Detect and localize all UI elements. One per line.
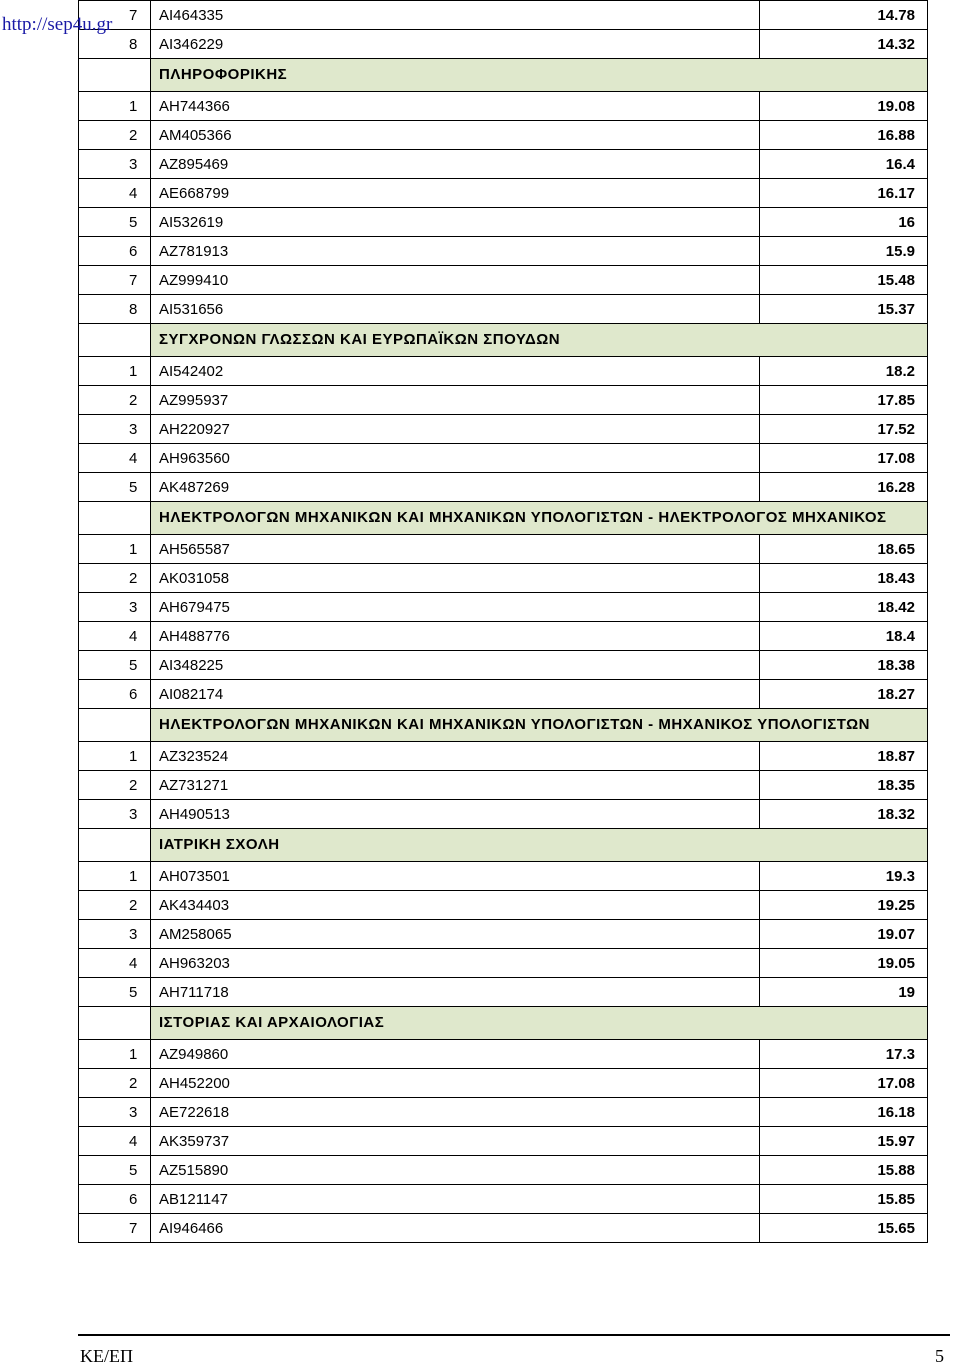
grade-value: 16: [760, 208, 928, 237]
table-row: [79, 535, 928, 564]
grade-value: 18.2: [760, 357, 928, 386]
section-title: ΙΑΤΡΙΚΗ ΣΧΟΛΗ: [151, 829, 928, 862]
grade-value: 18.4: [760, 622, 928, 651]
row-number: 1: [79, 92, 151, 121]
row-number: 7: [79, 1, 151, 30]
candidate-code: ΑΙ464335: [151, 1, 760, 30]
row-number: 3: [79, 593, 151, 622]
grade-value: 19.25: [760, 891, 928, 920]
table-row: [79, 295, 928, 324]
candidate-code: ΑΗ963560: [151, 444, 760, 473]
grade-value: 16.18: [760, 1098, 928, 1127]
candidate-code: ΑΗ452200: [151, 1069, 760, 1098]
row-number: 5: [79, 208, 151, 237]
candidate-code: ΑΜ258065: [151, 920, 760, 949]
section-header-spacer: [79, 502, 151, 535]
row-number: 8: [79, 295, 151, 324]
row-number: 3: [79, 415, 151, 444]
row-number: 6: [79, 680, 151, 709]
row-number: 4: [79, 622, 151, 651]
table-row: [79, 564, 928, 593]
footer-left-text: ΚΕ/ΕΠ: [80, 1346, 133, 1366]
grade-value: 17.3: [760, 1040, 928, 1069]
section-header-spacer: [79, 829, 151, 862]
table-row: [79, 742, 928, 771]
candidate-code: ΑΒ121147: [151, 1185, 760, 1214]
candidate-code: ΑΙ542402: [151, 357, 760, 386]
footer-divider: [78, 1334, 950, 1336]
grade-value: 15.9: [760, 237, 928, 266]
grade-value: 18.27: [760, 680, 928, 709]
row-number: 2: [79, 386, 151, 415]
table-row: [79, 1127, 928, 1156]
grade-value: 18.35: [760, 771, 928, 800]
row-number: 5: [79, 473, 151, 502]
grade-value: 15.48: [760, 266, 928, 295]
section-title: ΗΛΕΚΤΡΟΛΟΓΩΝ ΜΗΧΑΝΙΚΩΝ ΚΑΙ ΜΗΧΑΝΙΚΩΝ ΥΠΟΛΟΓΙΣΤΩΝ - ΗΛΕΚΤΡΟΛΟΓΟΣ ΜΗΧΑΝΙΚΟΣ: [151, 502, 928, 535]
table-row: [79, 444, 928, 473]
table-row: [79, 771, 928, 800]
candidate-code: ΑΗ073501: [151, 862, 760, 891]
table-row: [79, 862, 928, 891]
row-number: 2: [79, 121, 151, 150]
table-row: [79, 1156, 928, 1185]
candidate-code: ΑΜ405366: [151, 121, 760, 150]
grade-value: 18.38: [760, 651, 928, 680]
candidate-code: ΑΗ744366: [151, 92, 760, 121]
candidate-code: ΑΗ679475: [151, 593, 760, 622]
row-number: 2: [79, 564, 151, 593]
candidate-code: ΑΚ487269: [151, 473, 760, 502]
grade-value: 15.88: [760, 1156, 928, 1185]
results-table: [78, 0, 928, 1243]
row-number: 5: [79, 651, 151, 680]
grade-value: 16.88: [760, 121, 928, 150]
candidate-code: ΑΙ346229: [151, 30, 760, 59]
grade-value: 15.97: [760, 1127, 928, 1156]
grade-value: 15.37: [760, 295, 928, 324]
row-number: 3: [79, 800, 151, 829]
table-row: [79, 386, 928, 415]
candidate-code: ΑΙ082174: [151, 680, 760, 709]
section-header: [79, 709, 928, 742]
candidate-code: ΑΖ781913: [151, 237, 760, 266]
candidate-code: ΑΕ722618: [151, 1098, 760, 1127]
candidate-code: ΑΗ711718: [151, 978, 760, 1007]
candidate-code: ΑΖ995937: [151, 386, 760, 415]
table-row: [79, 680, 928, 709]
row-number: 1: [79, 742, 151, 771]
table-row: [79, 920, 928, 949]
candidate-code: ΑΖ731271: [151, 771, 760, 800]
grade-value: 18.42: [760, 593, 928, 622]
row-number: 5: [79, 978, 151, 1007]
section-title: ΗΛΕΚΤΡΟΛΟΓΩΝ ΜΗΧΑΝΙΚΩΝ ΚΑΙ ΜΗΧΑΝΙΚΩΝ ΥΠΟΛΟΓΙΣΤΩΝ - ΜΗΧΑΝΙΚΟΣ ΥΠΟΛΟΓΙΣΤΩΝ: [151, 709, 928, 742]
grade-value: 18.87: [760, 742, 928, 771]
section-header-spacer: [79, 1007, 151, 1040]
table-row: [79, 1040, 928, 1069]
table-row: [79, 891, 928, 920]
grade-value: 15.85: [760, 1185, 928, 1214]
row-number: 1: [79, 357, 151, 386]
row-number: 4: [79, 949, 151, 978]
table-row: [79, 237, 928, 266]
table-row: [79, 121, 928, 150]
row-number: 4: [79, 179, 151, 208]
candidate-code: ΑΗ565587: [151, 535, 760, 564]
table-row: [79, 800, 928, 829]
section-header-spacer: [79, 709, 151, 742]
table-row: [79, 357, 928, 386]
grade-value: 19.3: [760, 862, 928, 891]
row-number: 3: [79, 920, 151, 949]
section-header: [79, 829, 928, 862]
grade-value: 19.07: [760, 920, 928, 949]
candidate-code: ΑΚ434403: [151, 891, 760, 920]
candidate-code: ΑΗ963203: [151, 949, 760, 978]
section-title: ΠΛΗΡΟΦΟΡΙΚΗΣ: [151, 59, 928, 92]
candidate-code: ΑΖ895469: [151, 150, 760, 179]
table-row: [79, 651, 928, 680]
table-row: [79, 1214, 928, 1243]
candidate-code: ΑΖ323524: [151, 742, 760, 771]
table-row: [79, 622, 928, 651]
row-number: 3: [79, 150, 151, 179]
grade-value: 18.43: [760, 564, 928, 593]
candidate-code: ΑΚ359737: [151, 1127, 760, 1156]
row-number: 2: [79, 1069, 151, 1098]
row-number: 4: [79, 1127, 151, 1156]
candidate-code: ΑΖ515890: [151, 1156, 760, 1185]
row-number: 3: [79, 1098, 151, 1127]
table-row: [79, 150, 928, 179]
table-row: [79, 949, 928, 978]
table-row: [79, 30, 928, 59]
candidate-code: ΑΗ490513: [151, 800, 760, 829]
table-row: [79, 593, 928, 622]
grade-value: 14.32: [760, 30, 928, 59]
candidate-code: ΑΖ999410: [151, 266, 760, 295]
row-number: 1: [79, 1040, 151, 1069]
candidate-code: ΑΙ532619: [151, 208, 760, 237]
grade-value: 14.78: [760, 1, 928, 30]
table-row: [79, 1098, 928, 1127]
row-number: 7: [79, 1214, 151, 1243]
grade-value: 16.28: [760, 473, 928, 502]
section-header: [79, 1007, 928, 1040]
grade-value: 16.17: [760, 179, 928, 208]
table-row: [79, 415, 928, 444]
grade-value: 18.32: [760, 800, 928, 829]
grade-value: 17.85: [760, 386, 928, 415]
row-number: 1: [79, 535, 151, 564]
grade-value: 19: [760, 978, 928, 1007]
grade-value: 17.08: [760, 1069, 928, 1098]
grade-value: 15.65: [760, 1214, 928, 1243]
candidate-code: ΑΗ488776: [151, 622, 760, 651]
row-number: 1: [79, 862, 151, 891]
section-header-spacer: [79, 324, 151, 357]
row-number: 4: [79, 444, 151, 473]
table-row: [79, 1069, 928, 1098]
watermark-link[interactable]: http://sep4u.gr: [2, 14, 113, 35]
table-row: [79, 978, 928, 1007]
candidate-code: ΑΙ348225: [151, 651, 760, 680]
row-number: 2: [79, 891, 151, 920]
grade-value: 18.65: [760, 535, 928, 564]
candidate-code: ΑΖ949860: [151, 1040, 760, 1069]
row-number: 6: [79, 237, 151, 266]
row-number: 2: [79, 771, 151, 800]
candidate-code: ΑΙ946466: [151, 1214, 760, 1243]
row-number: 7: [79, 266, 151, 295]
page-number: 5: [935, 1346, 944, 1366]
candidate-code: ΑΗ220927: [151, 415, 760, 444]
section-header: [79, 324, 928, 357]
table-row: [79, 92, 928, 121]
row-number: 5: [79, 1156, 151, 1185]
section-title: ΙΣΤΟΡΙΑΣ ΚΑΙ ΑΡΧΑΙΟΛΟΓΙΑΣ: [151, 1007, 928, 1040]
row-number: 6: [79, 1185, 151, 1214]
grade-value: 17.08: [760, 444, 928, 473]
candidate-code: ΑΚ031058: [151, 564, 760, 593]
grade-value: 19.05: [760, 949, 928, 978]
table-row: [79, 1, 928, 30]
table-row: [79, 179, 928, 208]
section-header: [79, 59, 928, 92]
grade-value: 16.4: [760, 150, 928, 179]
candidate-code: ΑΕ668799: [151, 179, 760, 208]
table-row: [79, 1185, 928, 1214]
section-header: [79, 502, 928, 535]
section-header-spacer: [79, 59, 151, 92]
candidate-code: ΑΙ531656: [151, 295, 760, 324]
table-row: [79, 266, 928, 295]
section-title: ΣΥΓΧΡΟΝΩΝ ΓΛΩΣΣΩΝ ΚΑΙ ΕΥΡΩΠΑΪΚΩΝ ΣΠΟΥΔΩΝ: [151, 324, 928, 357]
grade-value: 17.52: [760, 415, 928, 444]
table-row: [79, 473, 928, 502]
table-row: [79, 208, 928, 237]
grade-value: 19.08: [760, 92, 928, 121]
row-number: 8: [79, 30, 151, 59]
